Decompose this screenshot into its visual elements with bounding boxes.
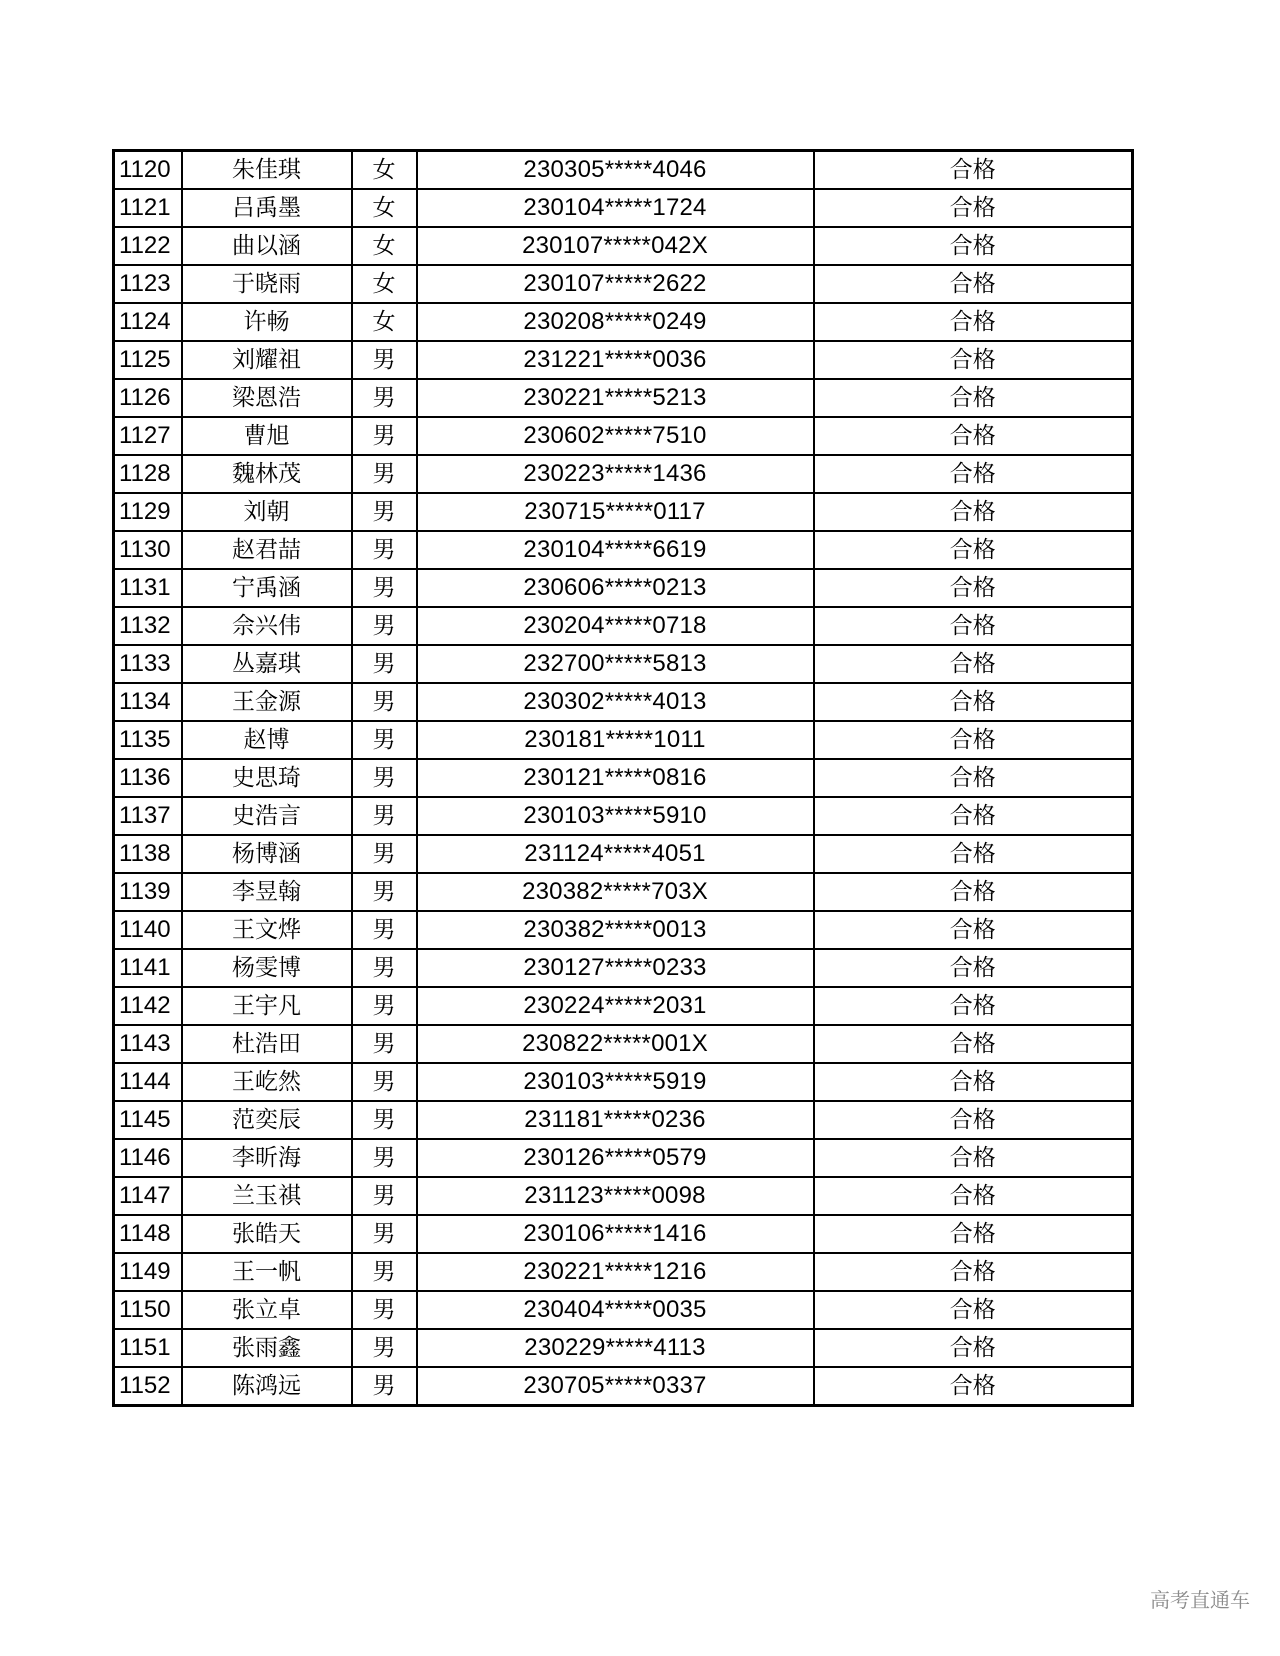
row-number: 1127	[114, 417, 182, 455]
candidate-name: 宁禹涵	[182, 569, 352, 607]
candidate-gender: 女	[352, 151, 417, 190]
row-number: 1128	[114, 455, 182, 493]
candidate-gender: 男	[352, 531, 417, 569]
candidate-name: 王金源	[182, 683, 352, 721]
table-row	[114, 1177, 1133, 1215]
row-number: 1131	[114, 569, 182, 607]
result-status: 合格	[814, 1177, 1133, 1215]
candidate-name: 丛嘉琪	[182, 645, 352, 683]
id-number: 230382*****703X	[417, 873, 814, 911]
id-number: 230106*****1416	[417, 1215, 814, 1253]
result-status: 合格	[814, 493, 1133, 531]
row-number: 1142	[114, 987, 182, 1025]
row-number: 1125	[114, 341, 182, 379]
id-number: 230404*****0035	[417, 1291, 814, 1329]
id-number: 230103*****5910	[417, 797, 814, 835]
candidate-name: 史浩言	[182, 797, 352, 835]
result-status: 合格	[814, 987, 1133, 1025]
result-status: 合格	[814, 531, 1133, 569]
id-number: 230602*****7510	[417, 417, 814, 455]
table-row	[114, 1253, 1133, 1291]
row-number: 1144	[114, 1063, 182, 1101]
result-status: 合格	[814, 607, 1133, 645]
candidate-gender: 男	[352, 455, 417, 493]
row-number: 1149	[114, 1253, 182, 1291]
candidate-name: 李昱翰	[182, 873, 352, 911]
row-number: 1129	[114, 493, 182, 531]
table-row	[114, 1215, 1133, 1253]
candidate-gender: 女	[352, 227, 417, 265]
candidate-name: 杨雯博	[182, 949, 352, 987]
id-number: 230229*****4113	[417, 1329, 814, 1367]
result-status: 合格	[814, 265, 1133, 303]
candidate-name: 张立卓	[182, 1291, 352, 1329]
table-row	[114, 569, 1133, 607]
candidate-name: 王屹然	[182, 1063, 352, 1101]
candidate-name: 佘兴伟	[182, 607, 352, 645]
row-number: 1140	[114, 911, 182, 949]
table-row	[114, 721, 1133, 759]
result-status: 合格	[814, 835, 1133, 873]
candidate-name: 兰玉祺	[182, 1177, 352, 1215]
result-status: 合格	[814, 455, 1133, 493]
id-number: 230606*****0213	[417, 569, 814, 607]
id-number: 230822*****001X	[417, 1025, 814, 1063]
id-number: 230204*****0718	[417, 607, 814, 645]
candidate-name: 刘朝	[182, 493, 352, 531]
id-number: 230126*****0579	[417, 1139, 814, 1177]
result-status: 合格	[814, 151, 1133, 190]
id-number: 230223*****1436	[417, 455, 814, 493]
table-row	[114, 987, 1133, 1025]
candidate-name: 于晓雨	[182, 265, 352, 303]
result-status: 合格	[814, 759, 1133, 797]
candidate-name: 张皓天	[182, 1215, 352, 1253]
table-row	[114, 379, 1133, 417]
result-status: 合格	[814, 1215, 1133, 1253]
table-row	[114, 1025, 1133, 1063]
row-number: 1133	[114, 645, 182, 683]
id-number: 230104*****1724	[417, 189, 814, 227]
table-row	[114, 873, 1133, 911]
candidate-gender: 男	[352, 341, 417, 379]
result-status: 合格	[814, 569, 1133, 607]
candidate-gender: 男	[352, 987, 417, 1025]
candidate-name: 陈鸿远	[182, 1367, 352, 1406]
candidate-gender: 男	[352, 721, 417, 759]
candidate-gender: 女	[352, 189, 417, 227]
candidate-gender: 男	[352, 379, 417, 417]
id-number: 230107*****2622	[417, 265, 814, 303]
id-number: 230107*****042X	[417, 227, 814, 265]
candidate-name: 王宇凡	[182, 987, 352, 1025]
table-row	[114, 911, 1133, 949]
row-number: 1126	[114, 379, 182, 417]
candidate-gender: 男	[352, 1063, 417, 1101]
row-number: 1132	[114, 607, 182, 645]
result-status: 合格	[814, 1025, 1133, 1063]
result-status: 合格	[814, 1101, 1133, 1139]
table-row	[114, 227, 1133, 265]
id-number: 230103*****5919	[417, 1063, 814, 1101]
table-row	[114, 645, 1133, 683]
result-status: 合格	[814, 683, 1133, 721]
candidate-name: 赵博	[182, 721, 352, 759]
table-row	[114, 1101, 1133, 1139]
candidate-gender: 男	[352, 645, 417, 683]
id-number: 230224*****2031	[417, 987, 814, 1025]
candidate-name: 范奕辰	[182, 1101, 352, 1139]
result-status: 合格	[814, 1139, 1133, 1177]
row-number: 1138	[114, 835, 182, 873]
id-number: 230382*****0013	[417, 911, 814, 949]
result-status: 合格	[814, 417, 1133, 455]
candidate-gender: 男	[352, 1215, 417, 1253]
table-row	[114, 531, 1133, 569]
id-number: 231124*****4051	[417, 835, 814, 873]
row-number: 1120	[114, 151, 182, 190]
row-number: 1143	[114, 1025, 182, 1063]
result-status: 合格	[814, 303, 1133, 341]
id-number: 230104*****6619	[417, 531, 814, 569]
result-status: 合格	[814, 1329, 1133, 1367]
row-number: 1151	[114, 1329, 182, 1367]
candidate-gender: 男	[352, 835, 417, 873]
candidate-name: 张雨鑫	[182, 1329, 352, 1367]
candidate-gender: 男	[352, 797, 417, 835]
id-number: 230208*****0249	[417, 303, 814, 341]
result-status: 合格	[814, 949, 1133, 987]
candidate-gender: 男	[352, 1329, 417, 1367]
table-row	[114, 1139, 1133, 1177]
candidate-name: 梁恩浩	[182, 379, 352, 417]
id-number: 231221*****0036	[417, 341, 814, 379]
table-row	[114, 303, 1133, 341]
row-number: 1146	[114, 1139, 182, 1177]
result-status: 合格	[814, 379, 1133, 417]
table-row	[114, 1367, 1133, 1406]
candidate-gender: 男	[352, 683, 417, 721]
candidate-gender: 女	[352, 303, 417, 341]
result-status: 合格	[814, 189, 1133, 227]
row-number: 1147	[114, 1177, 182, 1215]
row-number: 1148	[114, 1215, 182, 1253]
result-status: 合格	[814, 1063, 1133, 1101]
result-status: 合格	[814, 721, 1133, 759]
id-number: 231181*****0236	[417, 1101, 814, 1139]
result-status: 合格	[814, 1253, 1133, 1291]
id-number: 232700*****5813	[417, 645, 814, 683]
candidate-name: 朱佳琪	[182, 151, 352, 190]
table-row	[114, 265, 1133, 303]
id-number: 230127*****0233	[417, 949, 814, 987]
row-number: 1134	[114, 683, 182, 721]
candidate-gender: 男	[352, 911, 417, 949]
candidate-name: 赵君喆	[182, 531, 352, 569]
candidate-name: 曹旭	[182, 417, 352, 455]
table-row	[114, 151, 1133, 190]
candidate-name: 史思琦	[182, 759, 352, 797]
candidate-gender: 男	[352, 1367, 417, 1406]
candidate-gender: 男	[352, 1139, 417, 1177]
table-row	[114, 455, 1133, 493]
candidate-name: 杜浩田	[182, 1025, 352, 1063]
row-number: 1139	[114, 873, 182, 911]
candidate-gender: 男	[352, 493, 417, 531]
table-row	[114, 759, 1133, 797]
candidate-name: 吕禹墨	[182, 189, 352, 227]
row-number: 1141	[114, 949, 182, 987]
candidate-name: 曲以涵	[182, 227, 352, 265]
id-number: 230121*****0816	[417, 759, 814, 797]
table-row	[114, 493, 1133, 531]
candidate-gender: 男	[352, 873, 417, 911]
id-number: 230181*****1011	[417, 721, 814, 759]
id-number: 230305*****4046	[417, 151, 814, 190]
result-status: 合格	[814, 873, 1133, 911]
candidate-name: 李昕海	[182, 1139, 352, 1177]
candidate-gender: 男	[352, 759, 417, 797]
table-row	[114, 417, 1133, 455]
candidate-gender: 男	[352, 1025, 417, 1063]
results-table	[112, 149, 1134, 1407]
row-number: 1121	[114, 189, 182, 227]
id-number: 230705*****0337	[417, 1367, 814, 1406]
row-number: 1135	[114, 721, 182, 759]
candidate-gender: 男	[352, 1253, 417, 1291]
id-number: 230221*****5213	[417, 379, 814, 417]
row-number: 1136	[114, 759, 182, 797]
row-number: 1145	[114, 1101, 182, 1139]
candidate-gender: 男	[352, 417, 417, 455]
candidate-name: 杨博涵	[182, 835, 352, 873]
table-row	[114, 607, 1133, 645]
id-number: 230221*****1216	[417, 1253, 814, 1291]
candidate-gender: 男	[352, 949, 417, 987]
table-row	[114, 1291, 1133, 1329]
table-row	[114, 835, 1133, 873]
result-status: 合格	[814, 341, 1133, 379]
table-row	[114, 341, 1133, 379]
id-number: 230715*****0117	[417, 493, 814, 531]
candidate-name: 王文烨	[182, 911, 352, 949]
id-number: 231123*****0098	[417, 1177, 814, 1215]
result-status: 合格	[814, 645, 1133, 683]
result-status: 合格	[814, 1367, 1133, 1406]
candidate-gender: 男	[352, 1177, 417, 1215]
row-number: 1130	[114, 531, 182, 569]
table-row	[114, 949, 1133, 987]
candidate-gender: 男	[352, 1291, 417, 1329]
result-status: 合格	[814, 1291, 1133, 1329]
candidate-name: 刘耀祖	[182, 341, 352, 379]
row-number: 1124	[114, 303, 182, 341]
table-body	[114, 151, 1133, 1406]
candidate-name: 王一帆	[182, 1253, 352, 1291]
table-row	[114, 797, 1133, 835]
table-row	[114, 189, 1133, 227]
id-number: 230302*****4013	[417, 683, 814, 721]
row-number: 1152	[114, 1367, 182, 1406]
candidate-gender: 男	[352, 1101, 417, 1139]
row-number: 1150	[114, 1291, 182, 1329]
table-row	[114, 683, 1133, 721]
candidate-name: 魏林茂	[182, 455, 352, 493]
row-number: 1123	[114, 265, 182, 303]
candidate-gender: 男	[352, 569, 417, 607]
candidate-name: 许畅	[182, 303, 352, 341]
result-status: 合格	[814, 797, 1133, 835]
table-row	[114, 1329, 1133, 1367]
row-number: 1137	[114, 797, 182, 835]
candidate-gender: 女	[352, 265, 417, 303]
result-status: 合格	[814, 227, 1133, 265]
watermark-text: 高考直通车	[1150, 1588, 1250, 1612]
candidate-gender: 男	[352, 607, 417, 645]
table-row	[114, 1063, 1133, 1101]
result-status: 合格	[814, 911, 1133, 949]
row-number: 1122	[114, 227, 182, 265]
